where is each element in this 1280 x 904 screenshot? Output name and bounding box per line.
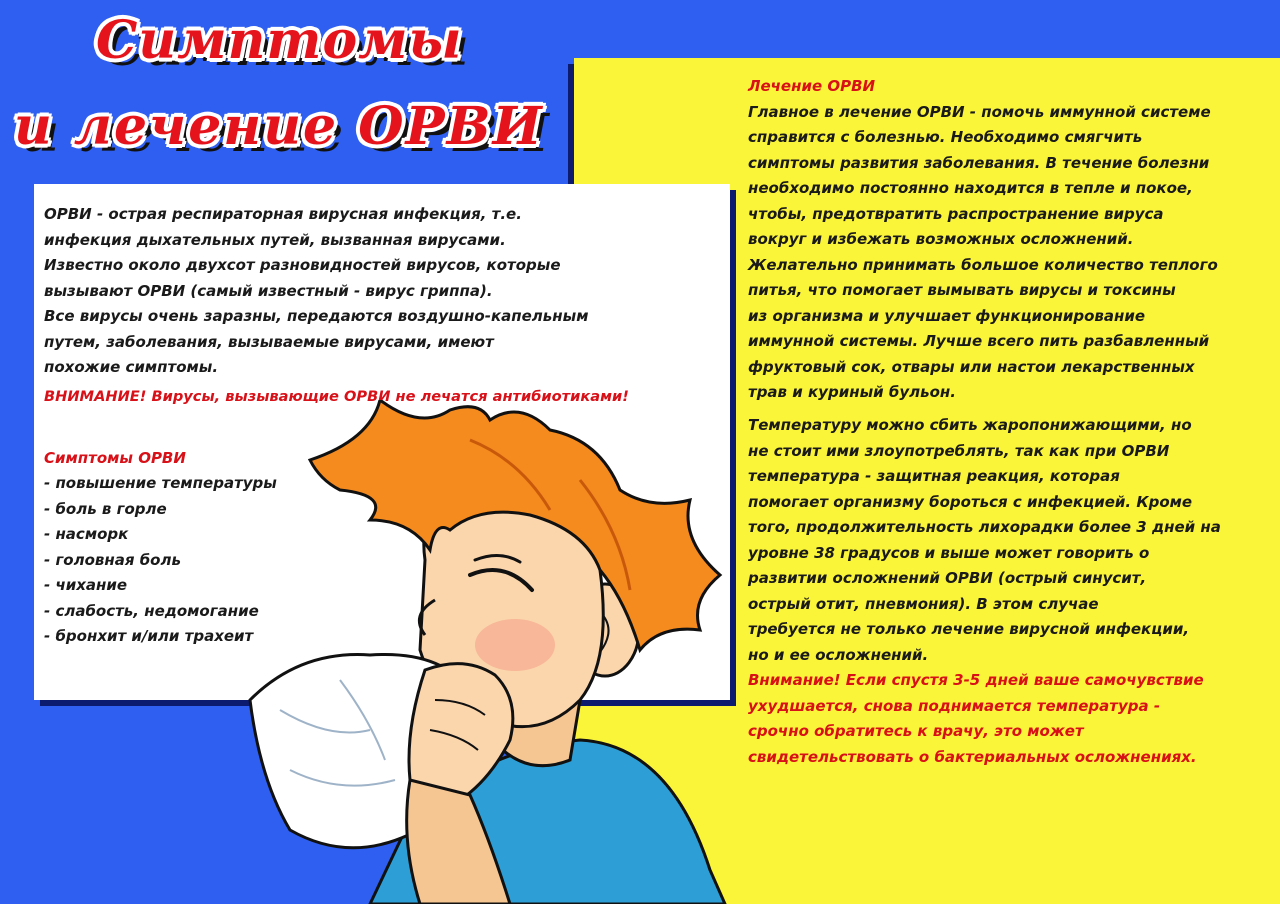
treatment-heading: Лечение ОРВИ (748, 77, 876, 95)
treatment-line: необходимо постоянно находится в тепле и покое, (748, 179, 1193, 197)
list-item: - бронхит и/или трахеит (44, 627, 254, 645)
temperature-line: того, продолжительность лихорадки более 3 дней на (748, 518, 1221, 536)
doctor-warning-line: ухудшается, снова поднимается температура - (748, 696, 1161, 715)
doctor-warning-line: Внимание! Если спустя 3-5 дней ваше самочувствие (748, 671, 1204, 689)
antibiotics-warning: ВНИМАНИЕ! Вирусы, вызывающие ОРВИ не лечатся антибиотиками! (44, 388, 629, 405)
treatment-line: из организма и улучшает функционирование (748, 306, 1146, 325)
doctor-warning-line: свидетельствовать о бактериальных осложнениях. (748, 747, 1197, 766)
temperature-line: острый отит, пневмония). В этом случае (748, 594, 1099, 613)
temperature-line: Температуру можно сбить жаропонижающими, но (748, 416, 1192, 434)
list-item: - повышение температуры (44, 474, 277, 492)
treatment-line: иммунной системы. Лучше всего пить разбавленный (748, 332, 1210, 350)
treatment-section (748, 74, 1218, 406)
treatment-line: справится с болезнью. Необходимо смягчить (748, 128, 1143, 146)
temperature-line: помогает организму бороться с инфекцией. Кроме (748, 492, 1193, 511)
info-line: вызывают ОРВИ (самый известный - вирус гриппа). (44, 281, 493, 300)
symptoms-heading: Симптомы ОРВИ (44, 449, 186, 467)
treatment-line: чтобы, предотвратить распространение вируса (748, 204, 1164, 223)
doctor-warning-line: срочно обратитесь к врачу, это может (748, 722, 1084, 740)
doctor-warning-section (748, 668, 1204, 770)
treatment-line: фруктовый сок, отвары или настои лекарственных (748, 357, 1195, 376)
sneezing-boy-illustration (220, 400, 760, 904)
info-text (44, 202, 588, 381)
info-line: похожие симптомы. (44, 358, 219, 376)
temperature-line: но и ее осложнений. (748, 645, 929, 664)
treatment-line: питья, что помогает вымывать вирусы и токсины (748, 281, 1176, 299)
info-line: ОРВИ - острая респираторная вирусная инфекция, т.е. (44, 205, 522, 223)
list-item: - боль в горле (44, 499, 167, 518)
list-item: - головная боль (44, 550, 181, 569)
temperature-line: не стоит ими злоупотреблять, так как при ОРВИ (748, 441, 1170, 460)
blush (475, 619, 555, 671)
list-item: - насморк (44, 525, 129, 543)
page-title (0, 0, 570, 180)
treatment-line: Главное в лечение ОРВИ - помочь иммунной системе (748, 102, 1211, 121)
temperature-line: уровне 38 градусов и выше может говорить о (748, 543, 1150, 562)
info-line: путем, заболевания, вызываемые вирусами, имеют (44, 332, 494, 351)
temperature-line: температура - защитная реакция, которая (748, 467, 1120, 485)
list-item: - чихание (44, 576, 128, 594)
treatment-line: вокруг и избежать возможных осложнений. (748, 230, 1134, 248)
info-line: Известно около двухсот разновидностей вирусов, которые (44, 256, 561, 274)
treatment-line: симптомы развития заболевания. В течение болезни (748, 153, 1210, 172)
temperature-section (748, 413, 1221, 668)
temperature-line: развитии осложнений ОРВИ (острый синусит, (748, 569, 1147, 587)
temperature-line: требуется не только лечение вирусной инфекции, (748, 620, 1190, 638)
treatment-line: трав и куриный бульон. (748, 383, 956, 401)
info-line: инфекция дыхательных путей, вызванная вирусами. (44, 230, 506, 249)
title-line-1: Симптомы (96, 10, 463, 71)
title-line-2: и лечение ОРВИ (14, 96, 544, 157)
info-line: Все вирусы очень заразны, передаются воздушно-капельным (44, 307, 589, 325)
treatment-line: Желательно принимать большое количество теплого (748, 255, 1218, 274)
list-item: - слабость, недомогание (44, 601, 259, 620)
